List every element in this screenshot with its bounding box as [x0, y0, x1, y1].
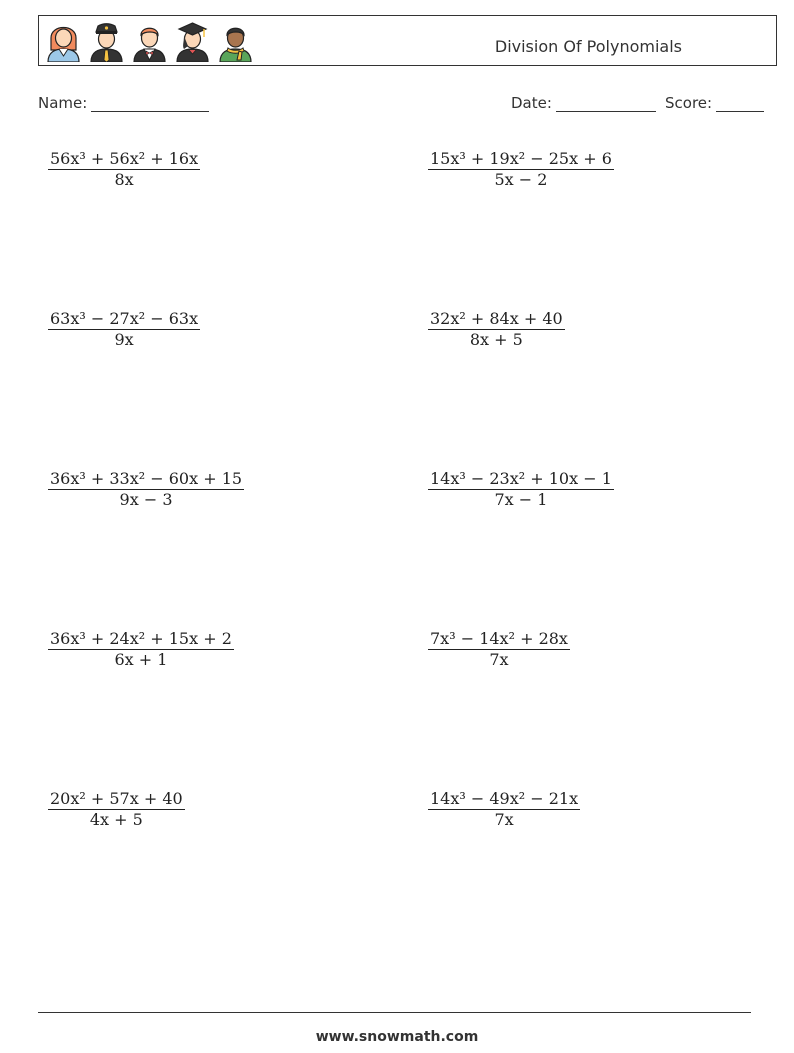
fraction: [48, 309, 200, 350]
problem-2: [428, 149, 614, 190]
denominator: 7x: [494, 810, 514, 829]
footer-url: www.snowmath.com: [315, 1029, 479, 1045]
numerator: 15x³ + 19x² − 25x + 6: [430, 149, 612, 168]
fraction: [48, 149, 200, 190]
numerator: 36x³ + 24x² + 15x + 2: [50, 629, 232, 648]
score-blank[interactable]: [716, 97, 764, 112]
name-blank[interactable]: [91, 97, 209, 112]
problem-10: [428, 789, 580, 830]
date-blank[interactable]: [556, 97, 656, 112]
name-field: [38, 94, 209, 112]
fraction: [428, 629, 570, 670]
numerator: 56x³ + 56x² + 16x: [50, 149, 199, 168]
numerator: 7x³ − 14x² + 28x: [430, 629, 568, 648]
denominator: 6x + 1: [114, 650, 168, 669]
numerator: 63x³ − 27x² − 63x: [50, 309, 199, 328]
fraction: [428, 149, 614, 190]
denominator: 8x + 5: [469, 330, 523, 349]
denominator: 9x: [114, 330, 134, 349]
denominator: 8x: [114, 170, 134, 189]
numerator: 14x³ − 49x² − 21x: [430, 789, 579, 808]
waiter-avatar-icon: [131, 20, 168, 62]
denominator: 7x: [489, 650, 509, 669]
problem-7: [48, 629, 234, 670]
avatar-row: [45, 20, 254, 62]
problem-5: [48, 469, 244, 510]
fraction: [48, 789, 185, 830]
graduate-avatar-icon: [174, 20, 211, 62]
date-field: [511, 94, 656, 112]
problem-3: [48, 309, 200, 350]
fraction: [428, 789, 580, 830]
fraction: [48, 469, 244, 510]
pilot-avatar-icon: [88, 20, 125, 62]
problem-4: [428, 309, 565, 350]
fraction: [428, 469, 614, 510]
problem-6: [428, 469, 614, 510]
problem-1: [48, 149, 200, 190]
denominator: 7x − 1: [494, 490, 548, 509]
score-label: Score:: [665, 94, 713, 112]
denominator: 5x − 2: [494, 170, 548, 189]
numerator: 20x² + 57x + 40: [50, 789, 183, 808]
date-label: Date:: [511, 94, 552, 112]
numerator: 32x² + 84x + 40: [430, 309, 563, 328]
name-label: Name:: [38, 94, 88, 112]
worksheet-header: [38, 15, 777, 66]
footer-divider: [38, 1012, 751, 1013]
score-field: [665, 94, 764, 112]
problem-9: [48, 789, 185, 830]
problem-8: [428, 629, 570, 670]
numerator: 14x³ − 23x² + 10x − 1: [430, 469, 612, 488]
worksheet-title: Division Of Polynomials: [494, 37, 682, 56]
fraction: [428, 309, 565, 350]
denominator: 9x − 3: [119, 490, 173, 509]
scarf-person-avatar-icon: [217, 20, 254, 62]
woman-avatar-icon: [45, 20, 82, 62]
denominator: 4x + 5: [89, 810, 143, 829]
numerator: 36x³ + 33x² − 60x + 15: [50, 469, 243, 488]
fraction: [48, 629, 234, 670]
